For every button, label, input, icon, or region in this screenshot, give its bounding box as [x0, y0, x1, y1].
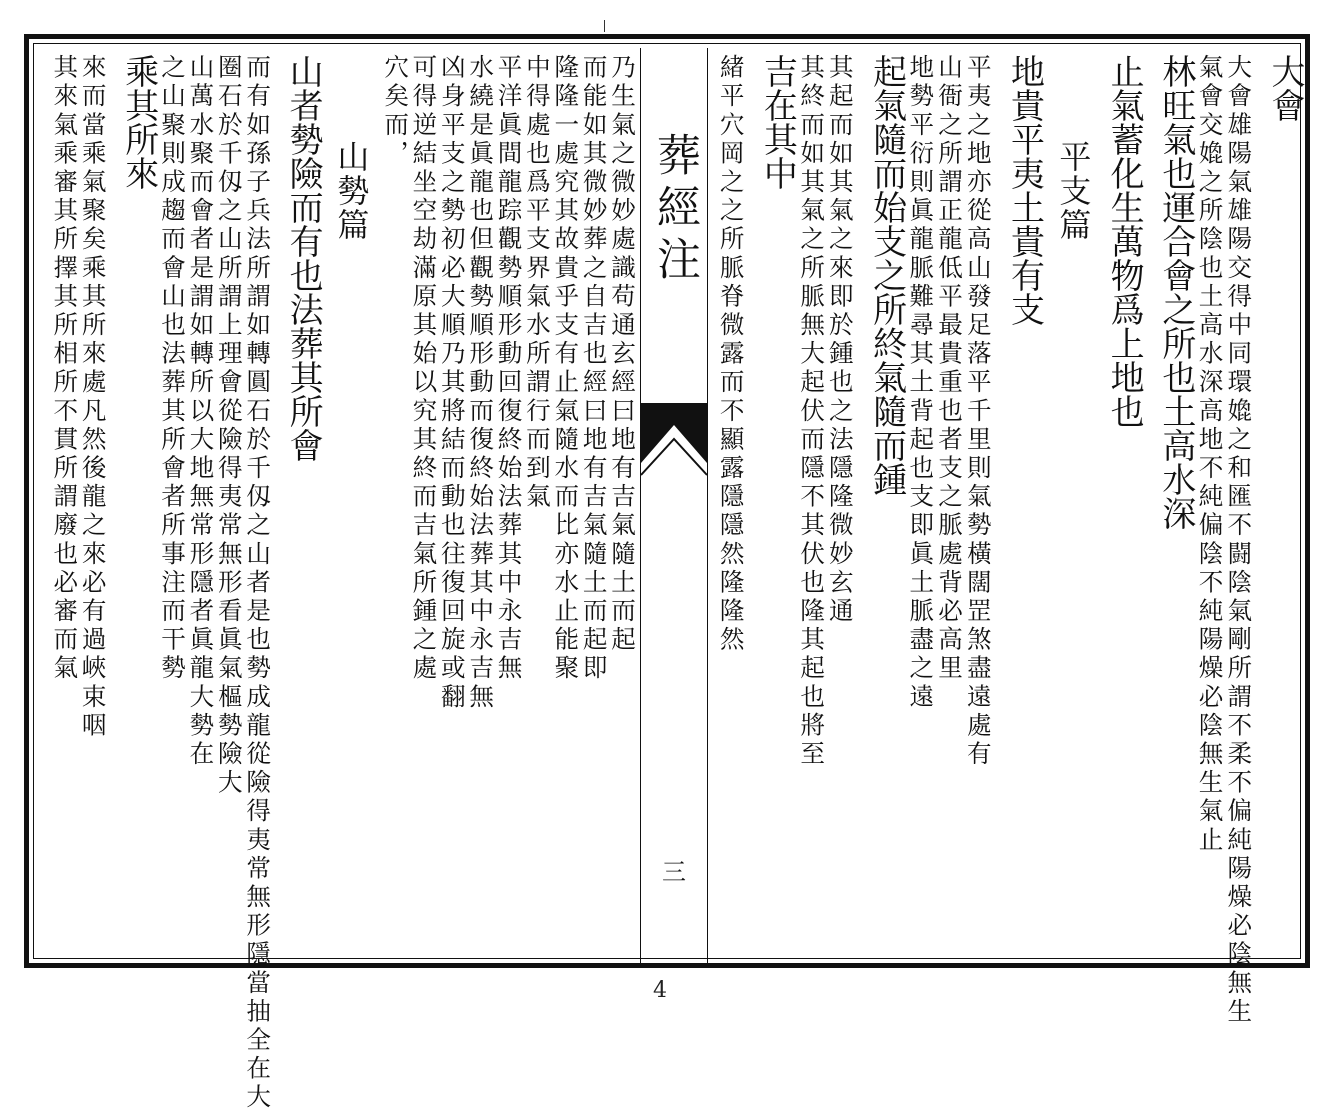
commentary-column: 其起而如其氣之來即於鍾也之法隱隆微妙玄通 — [825, 54, 855, 626]
commentary-column: 其終而如其氣之所脈無大起伏而隱不其伏也隆其起也將至 — [797, 54, 827, 769]
commentary-column: 平洋眞間龍踪觀勢順形動回復終始法葬其中永吉無 — [494, 54, 524, 684]
commentary-column: 圈石於千仭之山所謂上理會從險得夷常無形看眞氣樞勢險大 — [214, 54, 244, 798]
main-text-column: 吉在其中 — [757, 54, 798, 190]
commentary-column: 山萬水聚而會者是謂如轉所以大地無常形隱者眞龍大勢在 — [186, 54, 216, 769]
commentary-column: 山衙之所謂正龍低平最貴重也者支之脈處背必高里 — [935, 54, 965, 684]
commentary-column: 氣會交嫓之所陰也土高水深高地不純偏陰不純陽燥必陰無生氣止 — [1195, 54, 1225, 855]
page-number: 4 — [653, 978, 667, 1003]
fish-tail-mark-icon — [641, 403, 707, 489]
right-page — [714, 54, 1305, 1027]
column-gap — [367, 54, 378, 948]
chapter-heading: 平支篇 — [1054, 140, 1093, 242]
commentary-column: 來而當乘氣聚矣乘其所來處凡然後龍之來必有過峽束咽 — [78, 54, 108, 741]
commentary-column: 緒平穴岡之之所脈脊微露而不顯露隱隱然隆隆然 — [716, 54, 746, 655]
main-text-column: 止氣蓄化生萬物爲上地也 — [1104, 54, 1145, 428]
commentary-column: 大會雄陽氣雄陽交得中同環嫓之和匯不闘陰氣剛所謂不柔不偏純陽燥必陰無生 — [1224, 54, 1254, 1027]
commentary-column: 而能如其微妙葬之自吉也經曰地有吉氣隨土而起即 — [579, 54, 609, 684]
main-text-column: 地貴平夷土貴有支 — [1004, 54, 1045, 326]
page-frame — [24, 34, 1310, 1112]
inner-frame — [33, 43, 1305, 1112]
chapter-heading: 山勢篇 — [332, 140, 371, 242]
commentary-column: 可得逆結坐空劫滿原其始以究其終而吉氣所鍾之處 — [409, 54, 439, 684]
book-title: 葬經注 — [649, 132, 700, 288]
left-page — [48, 54, 637, 1112]
leaf-number: 三 — [662, 858, 686, 886]
commentary-column: 中得處也爲平支界氣水所謂行而到氣 — [522, 54, 552, 512]
commentary-column: 平夷之地亦從高山發足落平千里則氣勢橫闊罡煞盡遠處有 — [963, 54, 993, 769]
binding-mark — [604, 20, 605, 32]
main-text-column: 乘其所來 — [118, 54, 159, 190]
main-text-column: 山者勢險而有也法葬其所會 — [283, 54, 324, 462]
main-text-column: 大會 — [1265, 54, 1305, 122]
commentary-column: 而有如孫子兵法所謂如轉圓石於千仭之山者是也勢成龍從險得夷常無形隱當抽全在大 — [243, 54, 273, 1112]
commentary-column: 乃生氣之微妙處識苟通玄經曰地有吉氣隨土而起 — [608, 54, 637, 655]
main-text-column: 起氣隨而始支之所終氣隨而鍾 — [866, 54, 907, 496]
commentary-column: 水繞是眞龍也但觀勢順形動而復終始法葬其中永吉無 — [466, 54, 496, 712]
commentary-column: 地勢平衍則眞龍脈難尋其土背起也支即眞土脈盡之遠 — [906, 54, 936, 712]
commentary-column: 隆隆一處究其故貴乎支有止氣隨水而比亦水止能聚 — [551, 54, 581, 684]
commentary-column: 穴矣而， — [381, 54, 411, 169]
center-spine — [640, 48, 708, 966]
commentary-column: 之山聚則成趨而會山也法葬其所會者所事注而干勢 — [158, 54, 188, 684]
commentary-column: 凶身平支之勢初必大順乃其將結而動也往復回旋或翻 — [437, 54, 467, 712]
main-text-column: 林旺氣也運合會之所也土高水深 — [1155, 54, 1196, 530]
commentary-column: 其來氣乘審其所擇其所相所不貫所謂廢也必審而氣 — [50, 54, 80, 684]
